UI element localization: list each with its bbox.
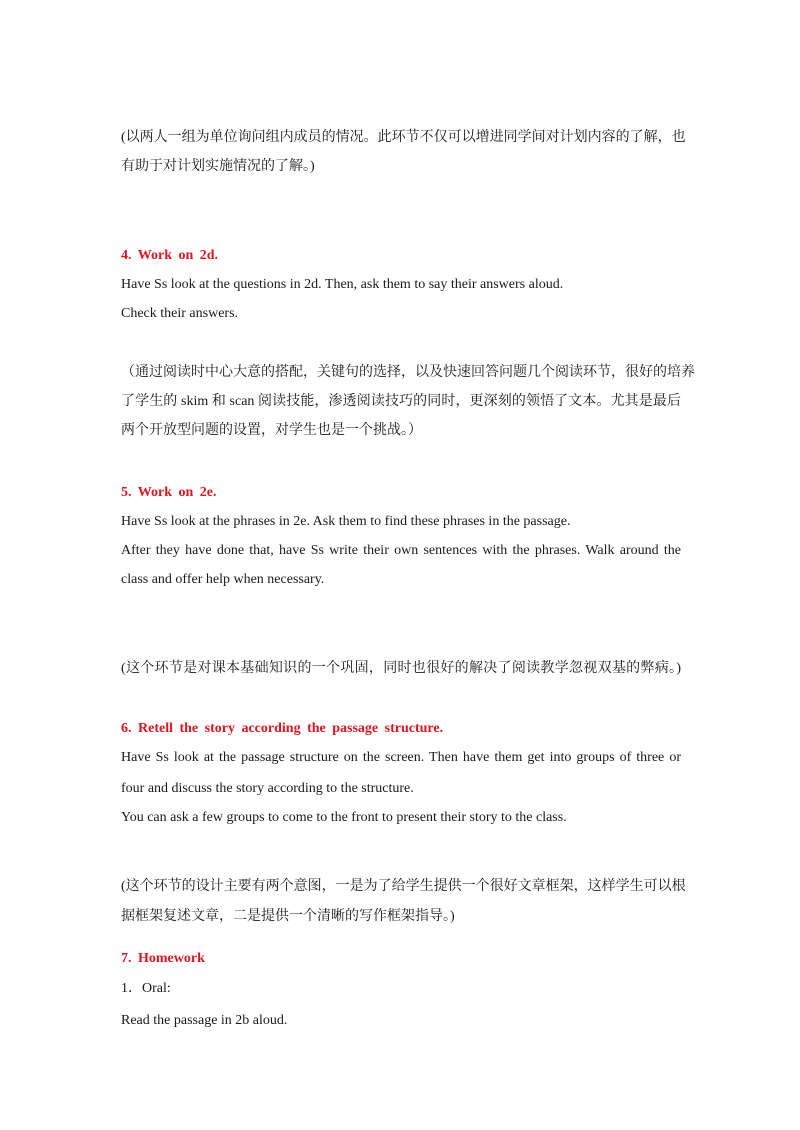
- section-heading-5: 5. Work on 2e.: [121, 485, 217, 500]
- note-text-line: 据框架复述文章，二是提供一个清晰的写作框架指导。): [121, 909, 455, 924]
- body-text-line: 1．Oral:: [121, 981, 171, 996]
- note-text-line: （通过阅读时中心大意的搭配，关键句的选择，以及快速回答问题几个阅读环节，很好的培养: [121, 365, 695, 380]
- body-text-line: You can ask a few groups to come to the front to present their story to the class.: [121, 810, 567, 825]
- body-text-line: Read the passage in 2b aloud.: [121, 1013, 288, 1028]
- body-text-line: class and offer help when necessary.: [121, 572, 325, 587]
- note-text-line: (这个环节是对课本基础知识的一个巩固，同时也很好的解决了阅读教学忽视双基的弊病。): [121, 661, 681, 676]
- body-text-line: four and discuss the story according to the structure.: [121, 781, 414, 796]
- note-text-line: 了学生的 skim 和 scan 阅读技能，渗透阅读技巧的同时，更深刻的领悟了文本。尤其是最后: [121, 394, 681, 409]
- section-heading-6: 6. Retell the story according the passage structure.: [121, 721, 444, 736]
- body-text-line: Have Ss look at the phrases in 2e. Ask them to find these phrases in the passage.: [121, 514, 571, 529]
- section-heading-4: 4. Work on 2d.: [121, 248, 219, 263]
- note-text-line: 两个开放型问题的设置，对学生也是一个挑战。）: [121, 423, 422, 438]
- body-text-line: After they have done that, have Ss write their own sentences with the phrases. Walk around the: [121, 543, 681, 558]
- body-text-line: Have Ss look at the questions in 2d. Then, ask them to say their answers aloud.: [121, 277, 564, 292]
- note-text-line: (以两人一组为单位询问组内成员的情况。此环节不仅可以增进同学间对计划内容的了解，也: [121, 130, 686, 145]
- section-heading-7: 7. Homework: [121, 951, 205, 966]
- body-text-line: Check their answers.: [121, 306, 239, 321]
- body-text-line: Have Ss look at the passage structure on the screen. Then have them get into groups of three or: [121, 750, 681, 765]
- note-text-line: (这个环节的设计主要有两个意图，一是为了给学生提供一个很好文章框架，这样学生可以根: [121, 879, 686, 894]
- note-text-line: 有助于对计划实施情况的了解。): [121, 159, 315, 174]
